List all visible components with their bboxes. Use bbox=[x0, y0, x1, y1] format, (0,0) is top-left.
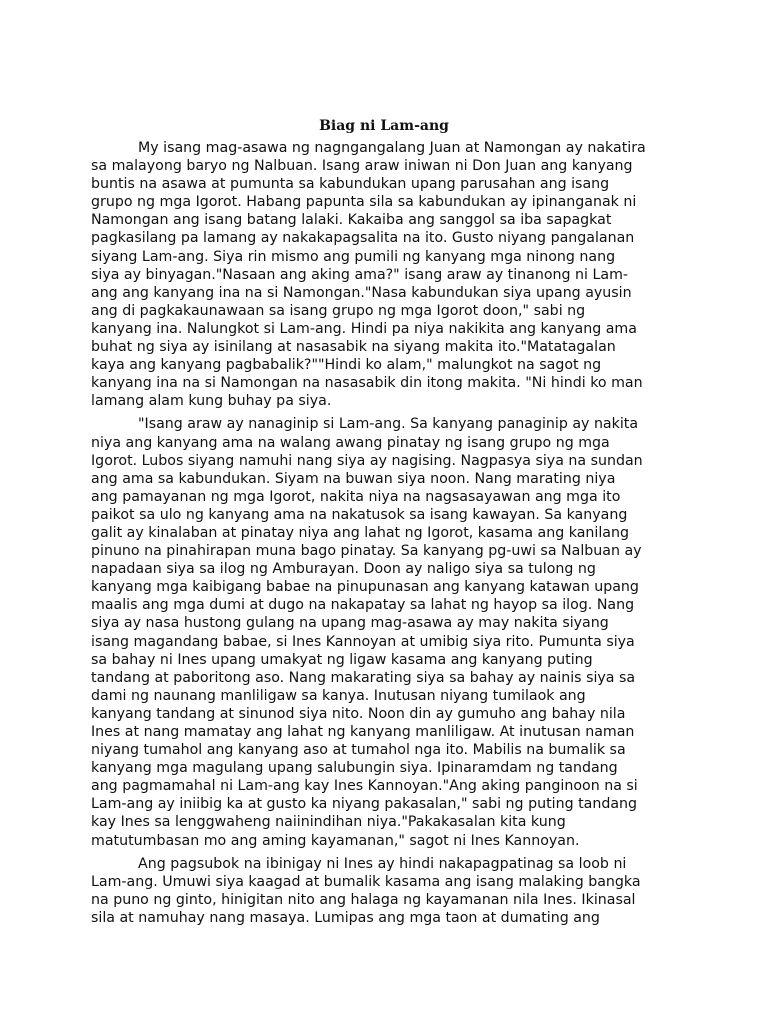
paragraph bbox=[91, 415, 681, 849]
text-line: napadaan siya sa ilog ng Amburayan. Doon ay naligo siya sa tulong ng bbox=[91, 561, 596, 578]
text-line: kay Ines sa lenggwaheng naiinindihan niya."Pakakasalan kita kung bbox=[91, 814, 566, 831]
text-line: pinuno na pinahirapan muna bago pinatay. Sa kanyang pg-uwi sa Nalbuan ay bbox=[91, 543, 642, 560]
text-line: siyang Lam-ang. Siya rin mismo ang pumili ng kanyang mga ninong nang bbox=[91, 248, 616, 265]
text-line: ang pagmamahal ni Lam-ang kay Ines Kannoyan."Ang aking panginoon na si bbox=[91, 778, 638, 795]
text-line: ang pamayanan ng mga Igorot, nakita niya na nagsasayawan ang mga ito bbox=[91, 488, 621, 505]
text-line: kanyang mga magulang upang salubungin siya. Ipinaramdam ng tandang bbox=[91, 760, 618, 777]
text-line: Igorot. Lubos siyang namuhi nang siya ay nagising. Nagpasya siya na sundan bbox=[91, 452, 643, 469]
text-line: dami ng naunang manliligaw sa kanya. Inutusan niyang tumilaok ang bbox=[91, 687, 586, 704]
text-line: na puno ng ginto, hinigitan nito ang halaga ng kayamanan nila Ines. Ikinasal bbox=[91, 891, 636, 908]
text-line: siya ay nasa hustong gulang na upang mag-asawa ay may nakita siyang bbox=[91, 615, 609, 632]
text-line: lamang alam kung buhay pa siya. bbox=[91, 393, 332, 410]
text-line: Namongan ang isang batang lalaki. Kakaiba ang sanggol sa iba sapagkat bbox=[91, 212, 612, 229]
text-line: kanyang ina na si Namongan na nasasabik din itong makita. "Ni hindi ko man bbox=[91, 375, 643, 392]
text-line: siya ay binyagan."Nasaan ang aking ama?" isang araw ay tinanong ni Lam- bbox=[91, 266, 629, 283]
text-line: galit ay kinalaban at pinatay niya ang lahat ng Igorot, kasama ang kanilang bbox=[91, 524, 629, 541]
text-line: ang ama sa kabundukan. Siyam na buwan siya noon. Nang marating niya bbox=[91, 470, 616, 487]
text-line: kaya ang kanyang pagbabalik?""Hindi ko alam," malungkot na sagot ng bbox=[91, 357, 602, 374]
text-line: sa malayong baryo ng Nalbuan. Isang araw iniwan ni Don Juan ang kanyang bbox=[91, 158, 633, 175]
paragraph bbox=[91, 855, 681, 927]
text-line: kanyang ina. Nalungkot si Lam-ang. Hindi pa niya nakikita ang kanyang ama bbox=[91, 320, 637, 337]
text-line: tandang at paboritong aso. Nang makarating siya sa bahay ay nainis siya sa bbox=[91, 669, 636, 686]
text-line: My isang mag-asawa ng nagngangalang Juan at Namongan ay nakatira bbox=[138, 140, 646, 156]
paragraph bbox=[91, 139, 681, 410]
text-line: buntis na asawa at pumunta sa kabundukan upang parusahan ang isang bbox=[91, 176, 610, 193]
text-line: matutumbasan mo ang aming kayamanan," sagot ni Ines Kannoyan. bbox=[91, 832, 580, 849]
text-line: kanyang tandang at sinunod siya nito. Noon din ay gumuho ang bahay nila bbox=[91, 705, 626, 722]
text-line: Ang pagsubok na ibinigay ni Ines ay hindi nakapagpatinag sa loob ni bbox=[138, 855, 627, 872]
text-line: Ines at nang mamatay ang lahat ng kanyang manliligaw. At inutusan naman bbox=[91, 724, 635, 740]
text-line: sa bahay ni Ines upang umakyat ng ligaw kasama ang kanyang puting bbox=[91, 651, 593, 668]
text-line: Lam-ang. Umuwi siya kaagad at bumalik kasama ang isang malaking bangka bbox=[91, 873, 641, 890]
text-line: niyang tumahol ang kanyang aso at tumahol nga ito. Mabilis na bumalik sa bbox=[91, 742, 626, 759]
text-line: grupo ng mga Igorot. Habang papunta sila sa kabundukan ay ipinanganak ni bbox=[91, 194, 637, 211]
text-line: "Isang araw ay nanaginip si Lam-ang. Sa kanyang panaginip ay nakita bbox=[138, 416, 639, 433]
text-line: sila at namuhay nang masaya. Lumipas ang mga taon at dumating ang bbox=[91, 909, 600, 926]
text-line: niya ang kanyang ama na walang awang pinatay ng isang grupo ng mga bbox=[91, 434, 610, 451]
text-line: buhat ng siya ay isinilang at nasasabik na siyang makita ito."Matatagalan bbox=[91, 339, 616, 356]
document-body bbox=[91, 139, 681, 932]
text-line: maalis ang mga dumi at dugo na nakapatay sa lahat ng hayop sa ilog. Nang bbox=[91, 597, 635, 614]
text-line: ang di pagkakaunawaan sa isang grupo ng mga Igorot doon," sabi ng bbox=[91, 302, 586, 319]
text-line: Lam-ang ay iniibig ka at gusto ka niyang pakasalan," sabi ng puting tandang bbox=[91, 796, 638, 813]
text-line: kanyang mga kaibigang babae na pinupunasan ang kanyang katawan upang bbox=[91, 579, 639, 596]
text-line: pagkasilang pa lamang ay nakakapagsalita na ito. Gusto niyang pangalanan bbox=[91, 230, 635, 247]
text-line: paikot sa ulo ng kanyang ama na nakatusok sa isang kawayan. Sa kanyang bbox=[91, 506, 628, 523]
document-title: Biag ni Lam-ang bbox=[319, 118, 449, 134]
text-line: isang magandang babae, si Ines Kannoyan at umibig siya rito. Pumunta siya bbox=[91, 633, 635, 650]
text-line: ang ang kanyang ina na si Namongan."Nasa kabundukan siya upang ayusin bbox=[91, 284, 632, 301]
